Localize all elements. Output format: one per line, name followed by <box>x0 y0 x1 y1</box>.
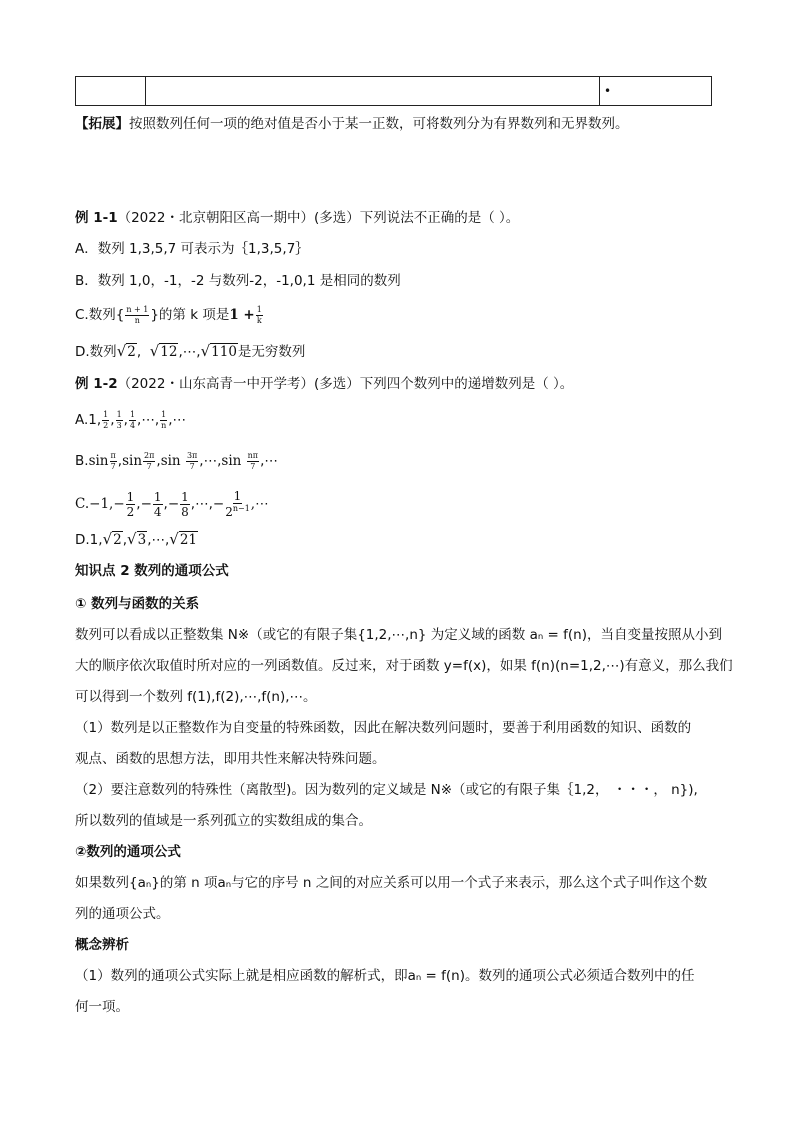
fraction-1-over-3: $\frac{1}{3}$ <box>116 409 122 430</box>
radical-sign-icon: √ <box>102 530 113 548</box>
paragraph-2-line-1: （1）数列是以正整数作为自变量的特殊函数，因此在解决数列问题时，要善于利用函数的知识、函数的 <box>75 720 692 736</box>
radical-sign-icon: √ <box>200 342 211 360</box>
fraction-1-over-4: $\frac{1}{4}$ <box>129 409 136 430</box>
sqrt-110: √110 <box>200 342 237 360</box>
frac-denominator: k <box>256 315 262 325</box>
table-cell-2 <box>146 77 600 106</box>
sqrt-12: √12 <box>149 342 178 360</box>
option-c-prefix: C.数列{ <box>75 307 125 323</box>
fraction-2pi-over-7: $\frac{2\pi}{7}$ <box>144 450 155 471</box>
example-1-2-option-d: D.1,√2,√3,⋯,√21 <box>75 530 198 548</box>
paragraph-3-line-2: 所以数列的值域是一系列孤立的实数组成的集合。 <box>75 813 372 829</box>
paragraph-2-line-2: 观点、函数的思想方法，即用共性来解决特殊问题。 <box>75 751 386 767</box>
subsection-title-2: ②数列的通项公式 <box>75 844 181 860</box>
fraction-1-over-n: $\frac{1}{n}$ <box>161 409 167 430</box>
radical-sign-icon: √ <box>169 530 179 548</box>
sqrt-2: √2 <box>102 530 122 548</box>
table-row-remnant <box>75 76 712 106</box>
example-1-1-stem <box>75 208 519 228</box>
fraction-1-over-4: $\frac{1}{4}$ <box>153 489 162 519</box>
radical-sign-icon: √ <box>116 342 127 360</box>
fraction-1-over-2: $\frac{1}{2}$ <box>126 489 135 519</box>
option-d-prefix: D.数列 <box>75 344 117 360</box>
example-1-2-label: 例 1-2 <box>75 376 118 392</box>
example-1-1-label: 例 1-1 <box>75 210 118 226</box>
paragraph-4-line-1: 如果数列{aₙ}的第 n 项aₙ与它的序号 n 之间的对应关系可以用一个式子来表示，那么这个式子叫作这个数 <box>75 875 708 891</box>
paragraph-5-line-2: 何一项。 <box>75 999 129 1015</box>
paragraph-1-line-3: 可以得到一个数列 f(1),f(2),⋯,f(n),⋯。 <box>75 689 317 705</box>
fraction-pi-over-7: $\frac{\pi}{7}$ <box>110 450 116 471</box>
paragraph-3-line-1: （2）要注意数列的特殊性（离散型)。因为数列的定义域是 N※（或它的有限子集｛1,2， ・・・， n}), <box>75 782 698 798</box>
sqrt-3: √3 <box>127 530 147 548</box>
frac-numerator: 1 <box>256 304 262 314</box>
example-1-2-source: （2022・山东高青一中开学考）(多选）下列四个数列中的递增数列是（ ）。 <box>117 376 574 392</box>
fraction-n-plus-1-over-n <box>125 306 149 325</box>
expand-label: 【拓展】 <box>75 116 129 132</box>
option-c-one-plus: 1 + <box>229 307 255 323</box>
paragraph-5-line-1: （1）数列的通项公式实际上就是相应函数的解析式，即aₙ = f(n)。数列的通项公式必须适合数列中的任 <box>75 968 695 984</box>
fraction-npi-over-7: $\frac{n\pi}{7}$ <box>247 450 259 471</box>
table-cell-3: • <box>600 77 712 106</box>
frac-denominator: n <box>134 315 140 325</box>
radical-sign-icon: √ <box>149 342 160 360</box>
paragraph-4-line-2: 列的通项公式。 <box>75 906 170 922</box>
example-1-1-option-b: B．数列 1,0，-1，-2 与数列-2，-1,0,1 是相同的数列 <box>75 273 401 289</box>
sqrt-21: √21 <box>169 530 198 548</box>
paragraph-1-line-2: 大的顺序依次取值时所对应的一列函数值。反过来，对于函数 y=f(x)，如果 f(n)(n=1,2,⋯)有意义，那么我们 <box>75 658 733 674</box>
fraction-1-over-k <box>256 306 263 325</box>
frac-numerator: n + 1 <box>126 304 149 314</box>
table-cell-1 <box>76 77 146 106</box>
radical-sign-icon: √ <box>127 530 137 548</box>
fraction-1-over-2-pow-n-minus-1: $\frac{1}{2^{n-1}}$ <box>225 489 250 519</box>
concept-heading: 概念辨析 <box>75 937 129 953</box>
fraction-3pi-over-7: $\frac{3\pi}{7}$ <box>186 450 198 471</box>
example-1-1-option-a: A．数列 1,3,5,7 可表示为｛1,3,5,7｝ <box>75 241 309 257</box>
example-1-1-option-d: D.数列√2, √12,⋯,√110是无穷数列 <box>75 342 306 360</box>
option-c-middle: }的第 k 项是 <box>150 307 230 323</box>
expand-text: 按照数列任何一项的绝对值是否小于某一正数，可将数列分为有界数列和无界数列。 <box>129 116 629 132</box>
sqrt-2: √2 <box>116 342 136 360</box>
example-1-1-option-c <box>75 302 264 328</box>
subsection-title-1: ① 数列与函数的关系 <box>75 596 200 612</box>
section-title: 知识点 2 数列的通项公式 <box>75 563 229 579</box>
paragraph-1-line-1: 数列可以看成以正整数集 N※（或它的有限子集{1,2,⋯,n} 为定义域的函数 aₙ = f(n)，当自变量按照从小到 <box>75 627 722 643</box>
example-1-2-option-a: A.1, $\frac{1}{2}$ , $\frac{1}{3}$ , $\frac{1}{4}$ ,⋯, $\frac{1}{n}$ ,⋯ <box>75 409 187 430</box>
example-1-1-source: （2022・北京朝阳区高一期中）(多选）下列说法不正确的是（ ）。 <box>117 210 520 226</box>
example-1-2-option-b: B.sin $\frac{\pi}{7}$ ,sin $\frac{2\pi}{7}$ ,sin $\frac{3\pi}{7}$ ,⋯,sin $\frac{n\pi}{7}$ ,⋯ <box>75 450 278 471</box>
table-row <box>76 77 712 106</box>
fraction-1-over-8: $\frac{1}{8}$ <box>181 489 189 519</box>
example-1-2-stem <box>75 374 573 394</box>
fraction-1-over-2: $\frac{1}{2}$ <box>103 409 109 430</box>
example-1-2-option-c: C.−1,− $\frac{1}{2}$ ,− $\frac{1}{4}$ ,− $\frac{1}{8}$ ,⋯,− $\frac{1}{2^{n-1}}$ ,⋯ <box>75 489 269 519</box>
expand-paragraph <box>75 114 629 134</box>
option-d-suffix: 是无穷数列 <box>237 344 306 360</box>
